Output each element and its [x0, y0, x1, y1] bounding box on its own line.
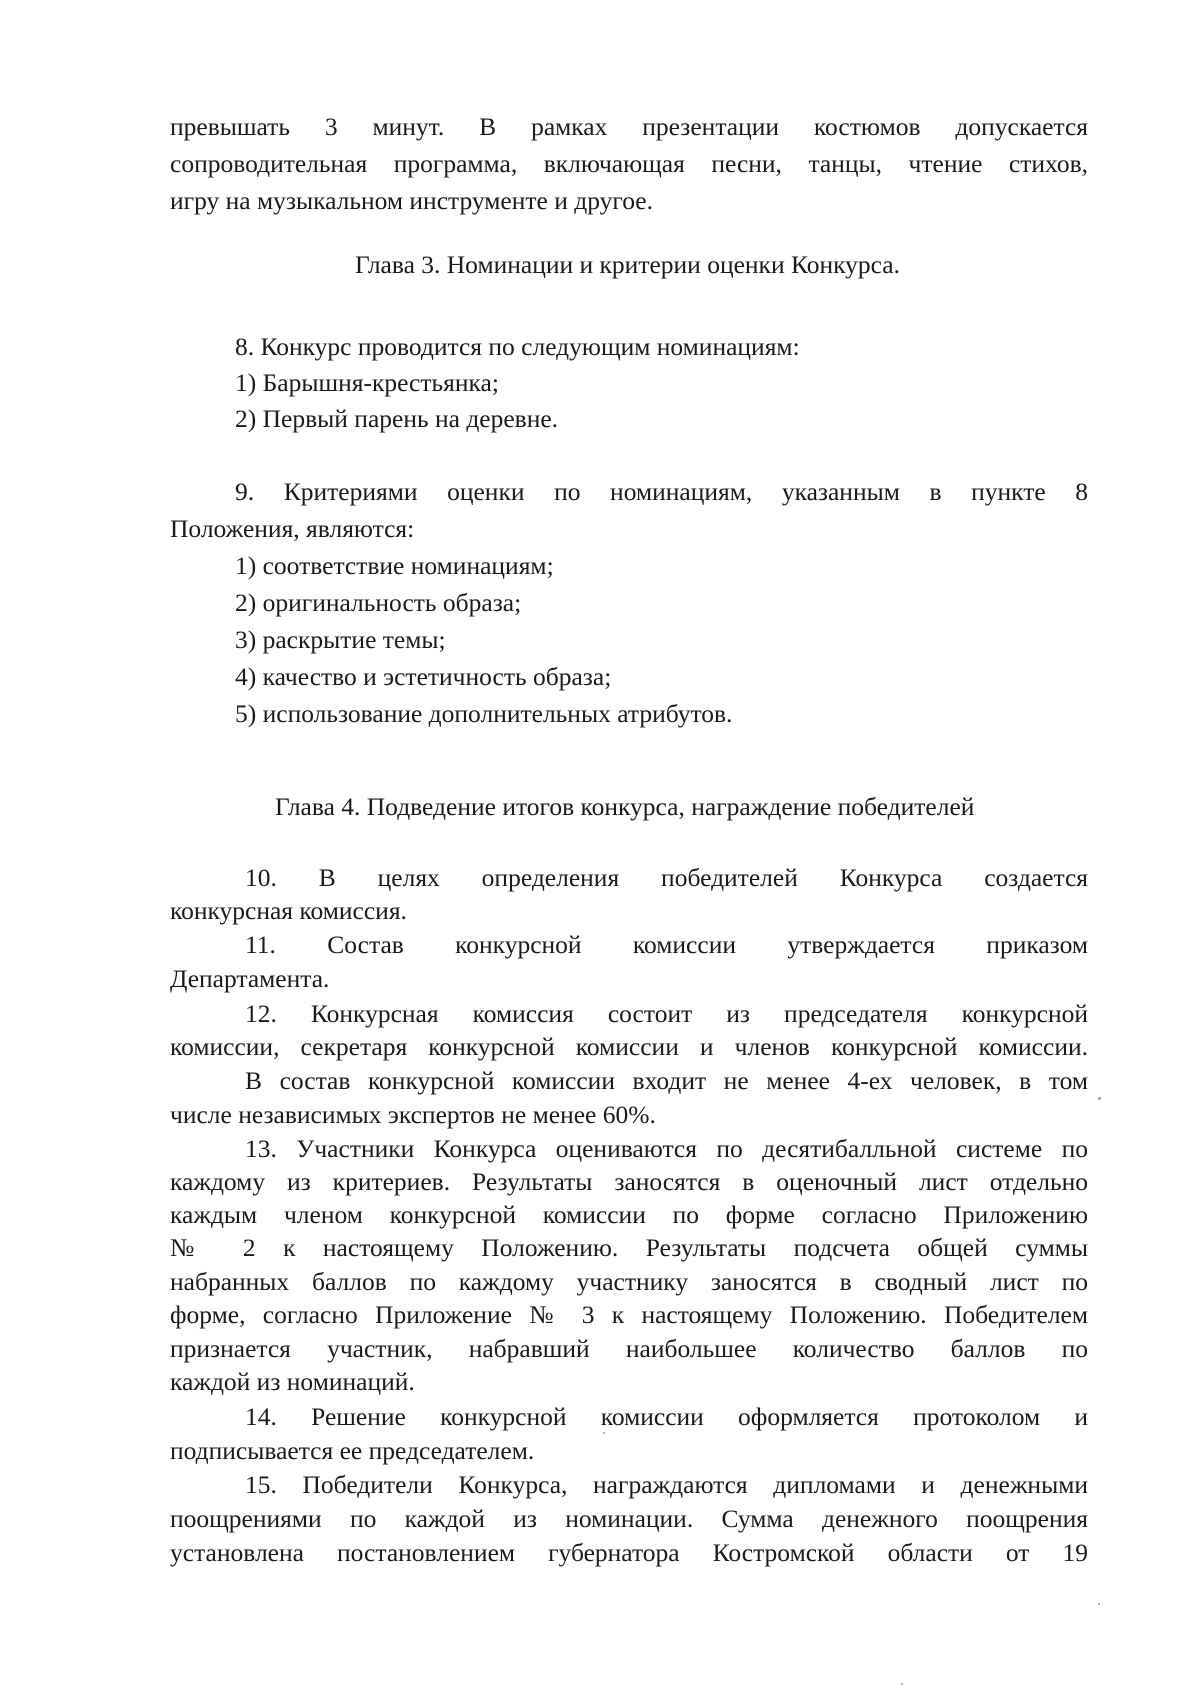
chapter-4-heading: Глава 4. Подведение итогов конкурса, награждение победителей — [275, 792, 975, 821]
p13-line-5: набранных баллов по каждому участнику заносятся в сводный лист по — [170, 1267, 1088, 1296]
p8-item-2: 2) Первый парень на деревне. — [235, 404, 559, 433]
scan-speck — [603, 1432, 605, 1434]
p15-line-1: 15. Победители Конкурса, награждаются дипломами и денежными — [245, 1470, 1088, 1499]
p11-line-1: 11. Состав конкурсной комиссии утверждается приказом — [245, 930, 1088, 959]
p14-line-1: 14. Решение конкурсной комиссии оформляется протоколом и — [245, 1402, 1088, 1431]
p13-line-1: 13. Участники Конкурса оцениваются по десятибалльной системе по — [245, 1134, 1088, 1163]
p9-line-1: 9. Критериями оценки по номинациям, указанным в пункте 8 — [235, 477, 1088, 506]
p15-line-2: поощрениями по каждой из номинации. Сумма денежного поощрения — [170, 1504, 1088, 1533]
intro-line-3: игру на музыкальном инструменте и другое. — [170, 186, 653, 215]
p11-line-2: Департамента. — [170, 964, 330, 993]
p10-line-2: конкурсная комиссия. — [170, 896, 407, 925]
p14-line-2: подписывается ее председателем. — [170, 1436, 535, 1465]
p13-line-8: каждой из номинаций. — [170, 1367, 415, 1396]
p15-line-3: установлена постановлением губернатора Костромской области от 19 — [170, 1538, 1088, 1567]
p12b-line-2: числе независимых экспертов не менее 60%. — [170, 1100, 656, 1129]
p8-item-1: 1) Барышня-крестьянка; — [235, 368, 499, 397]
chapter-3-heading: Глава 3. Номинации и критерии оценки Конкурса. — [355, 250, 900, 279]
scan-speck — [901, 1683, 903, 1685]
p12b-line-1: В состав конкурсной комиссии входит не менее 4-ех человек, в том — [245, 1066, 1088, 1095]
p13-line-2: каждому из критериев. Результаты заносятся в оценочный лист отдельно — [170, 1167, 1088, 1196]
p13-line-7: признается участник, набравший наибольшее количество баллов по — [170, 1334, 1088, 1363]
p12-line-1: 12. Конкурсная комиссия состоит из председателя конкурсной — [245, 999, 1088, 1028]
p13-line-3: каждым членом конкурсной комиссии по форме согласно Приложению — [170, 1200, 1088, 1229]
p10-line-1: 10. В целях определения победителей Конкурса создается — [245, 863, 1088, 892]
intro-line-2: сопроводительная программа, включающая песни, танцы, чтение стихов, — [170, 149, 1088, 178]
p13-line-4: № 2 к настоящему Положению. Результаты подсчета общей суммы — [170, 1233, 1088, 1262]
p9-item-5: 5) использование дополнительных атрибутов. — [235, 699, 733, 728]
p9-line-2: Положения, являются: — [170, 514, 415, 543]
p8-text: 8. Конкурс проводится по следующим номинациям: — [235, 332, 800, 361]
scan-speck — [1098, 1603, 1100, 1605]
intro-line-1: превышать 3 минут. В рамках презентации костюмов допускается — [170, 112, 1088, 141]
p12-line-2: комиссии, секретаря конкурсной комиссии и членов конкурсной комиссии. — [170, 1032, 1088, 1061]
p9-item-3: 3) раскрытие темы; — [235, 625, 446, 654]
p9-item-4: 4) качество и эстетичность образа; — [235, 662, 612, 691]
p9-item-1: 1) соответствие номинациям; — [235, 551, 554, 580]
p13-line-6: форме, согласно Приложение № 3 к настоящему Положению. Победителем — [170, 1300, 1088, 1329]
p9-item-2: 2) оригинальность образа; — [235, 588, 522, 617]
scan-speck — [1098, 1097, 1101, 1100]
